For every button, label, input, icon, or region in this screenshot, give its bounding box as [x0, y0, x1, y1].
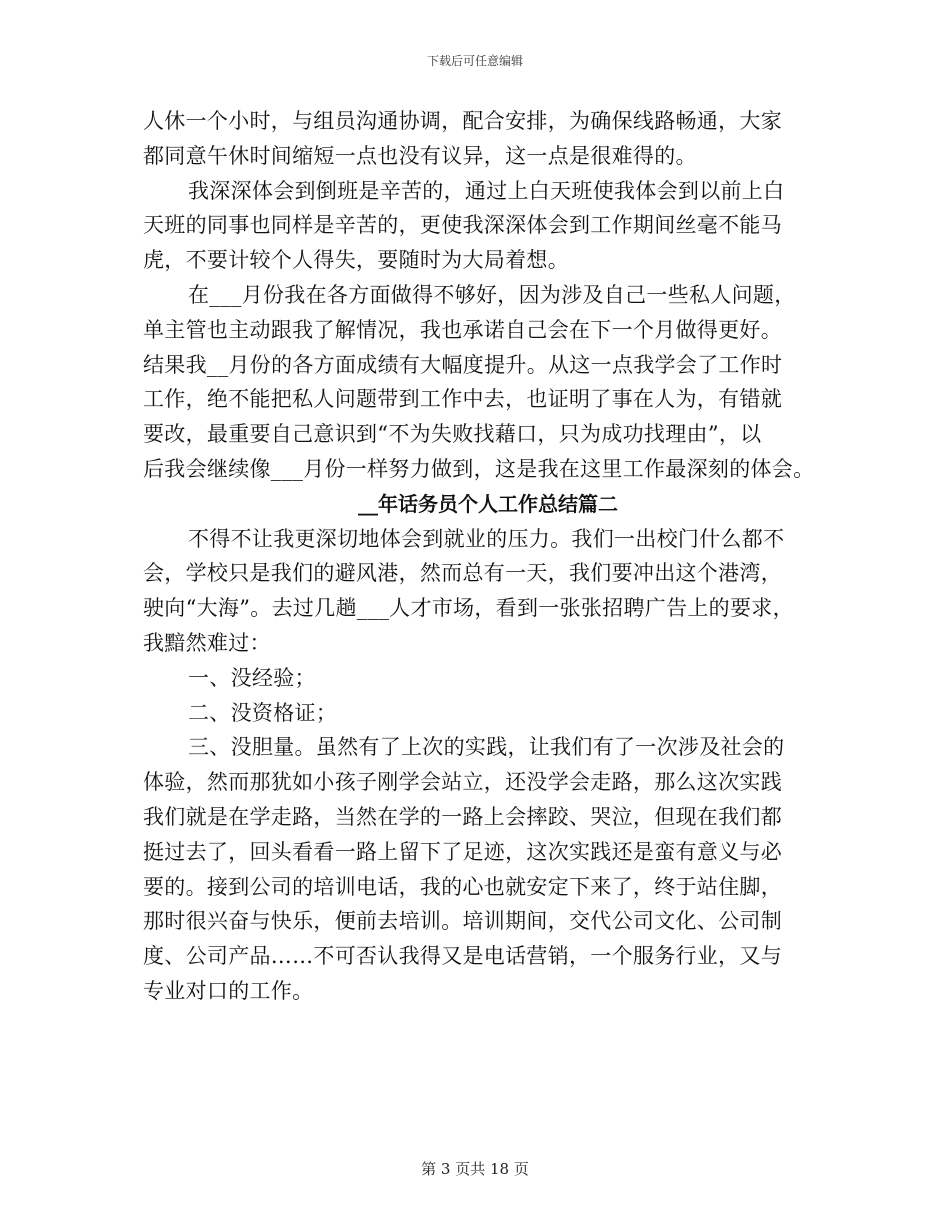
document-body: [143, 104, 833, 1009]
text-line: 工作，绝不能把私人问题带到工作中去，也证明了事在人为，有错就: [143, 387, 782, 412]
text-line: 不得不让我更深切地体会到就业的压力。我们一出校门什么都不: [188, 526, 785, 551]
text-line: 挺过去了，回头看看一路上留下了足迹，这次实践还是蛮有意义与必: [143, 839, 782, 864]
text-line: 在___月份我在各方面做得不够好，因为涉及自己一些私人问题，: [188, 282, 796, 307]
text-line: 我深深体会到倒班是辛苦的，通过上白天班使我体会到以前上白: [188, 178, 785, 203]
text-line: 体验，然而那犹如小孩子刚学会站立，还没学会走路，那么这次实践: [143, 770, 782, 795]
text-line: 天班的同事也同样是辛苦的，更使我深深体会到工作期间丝毫不能马: [143, 213, 782, 238]
text-line: 都同意午休时间缩短一点也没有议异，这一点是很难得的。: [143, 143, 697, 168]
page-header: 下载后可任意编辑: [426, 54, 523, 68]
text-line: 那时很兴奋与快乐，便前去培训。培训期间，交代公司文化、公司制: [143, 909, 782, 934]
text-line: 虎，不要计较个人得失，要随时为大局着想。: [143, 248, 569, 273]
page-footer: 第 3 页共 18 页: [421, 1160, 529, 1178]
text-line: 我们就是在学走路，当然在学的一路上会摔跤、哭泣，但现在我们都: [143, 804, 782, 829]
text-line: 要改，最重要自己意识到“不为失败找藉口，只为成功找理由”，以: [143, 422, 762, 447]
text-line: 三、没胆量。虽然有了上次的实践，让我们有了一次涉及社会的: [188, 735, 785, 760]
text-line: 结果我__月份的各方面成绩有大幅度提升。从这一点我学会了工作时: [143, 352, 783, 377]
text-line: 驶向“大海”。去过几趟___人才市场，看到一张张招聘广告上的要求，: [143, 596, 794, 621]
text-line: 二、没资格证；: [188, 700, 338, 725]
text-line: 会，学校只是我们的避风港，然而总有一天，我们要冲出这个港湾，: [143, 561, 782, 586]
text-line: 我黯然难过：: [143, 630, 271, 655]
text-line: 后我会继续像___月份一样努力做到，这是我在这里工作最深刻的体会。: [143, 456, 815, 481]
text-line: 专业对口的工作。: [143, 978, 314, 1003]
text-line: 人休一个小时，与组员沟通协调，配合安排，为确保线路畅通，大家: [143, 109, 782, 133]
text-line: 一、没经验；: [188, 665, 316, 690]
text-line: 单主管也主动跟我了解情况，我也承诺自己会在下一个月做得更好。: [143, 317, 782, 342]
text-line: 要的。接到公司的培训电话，我的心也就安定下来了，终于站住脚，: [143, 874, 782, 899]
section-title: __年话务员个人工作总结篇二: [358, 491, 618, 516]
text-line: 度、公司产品……不可否认我得又是电话营销，一个服务行业，又与: [143, 944, 782, 969]
